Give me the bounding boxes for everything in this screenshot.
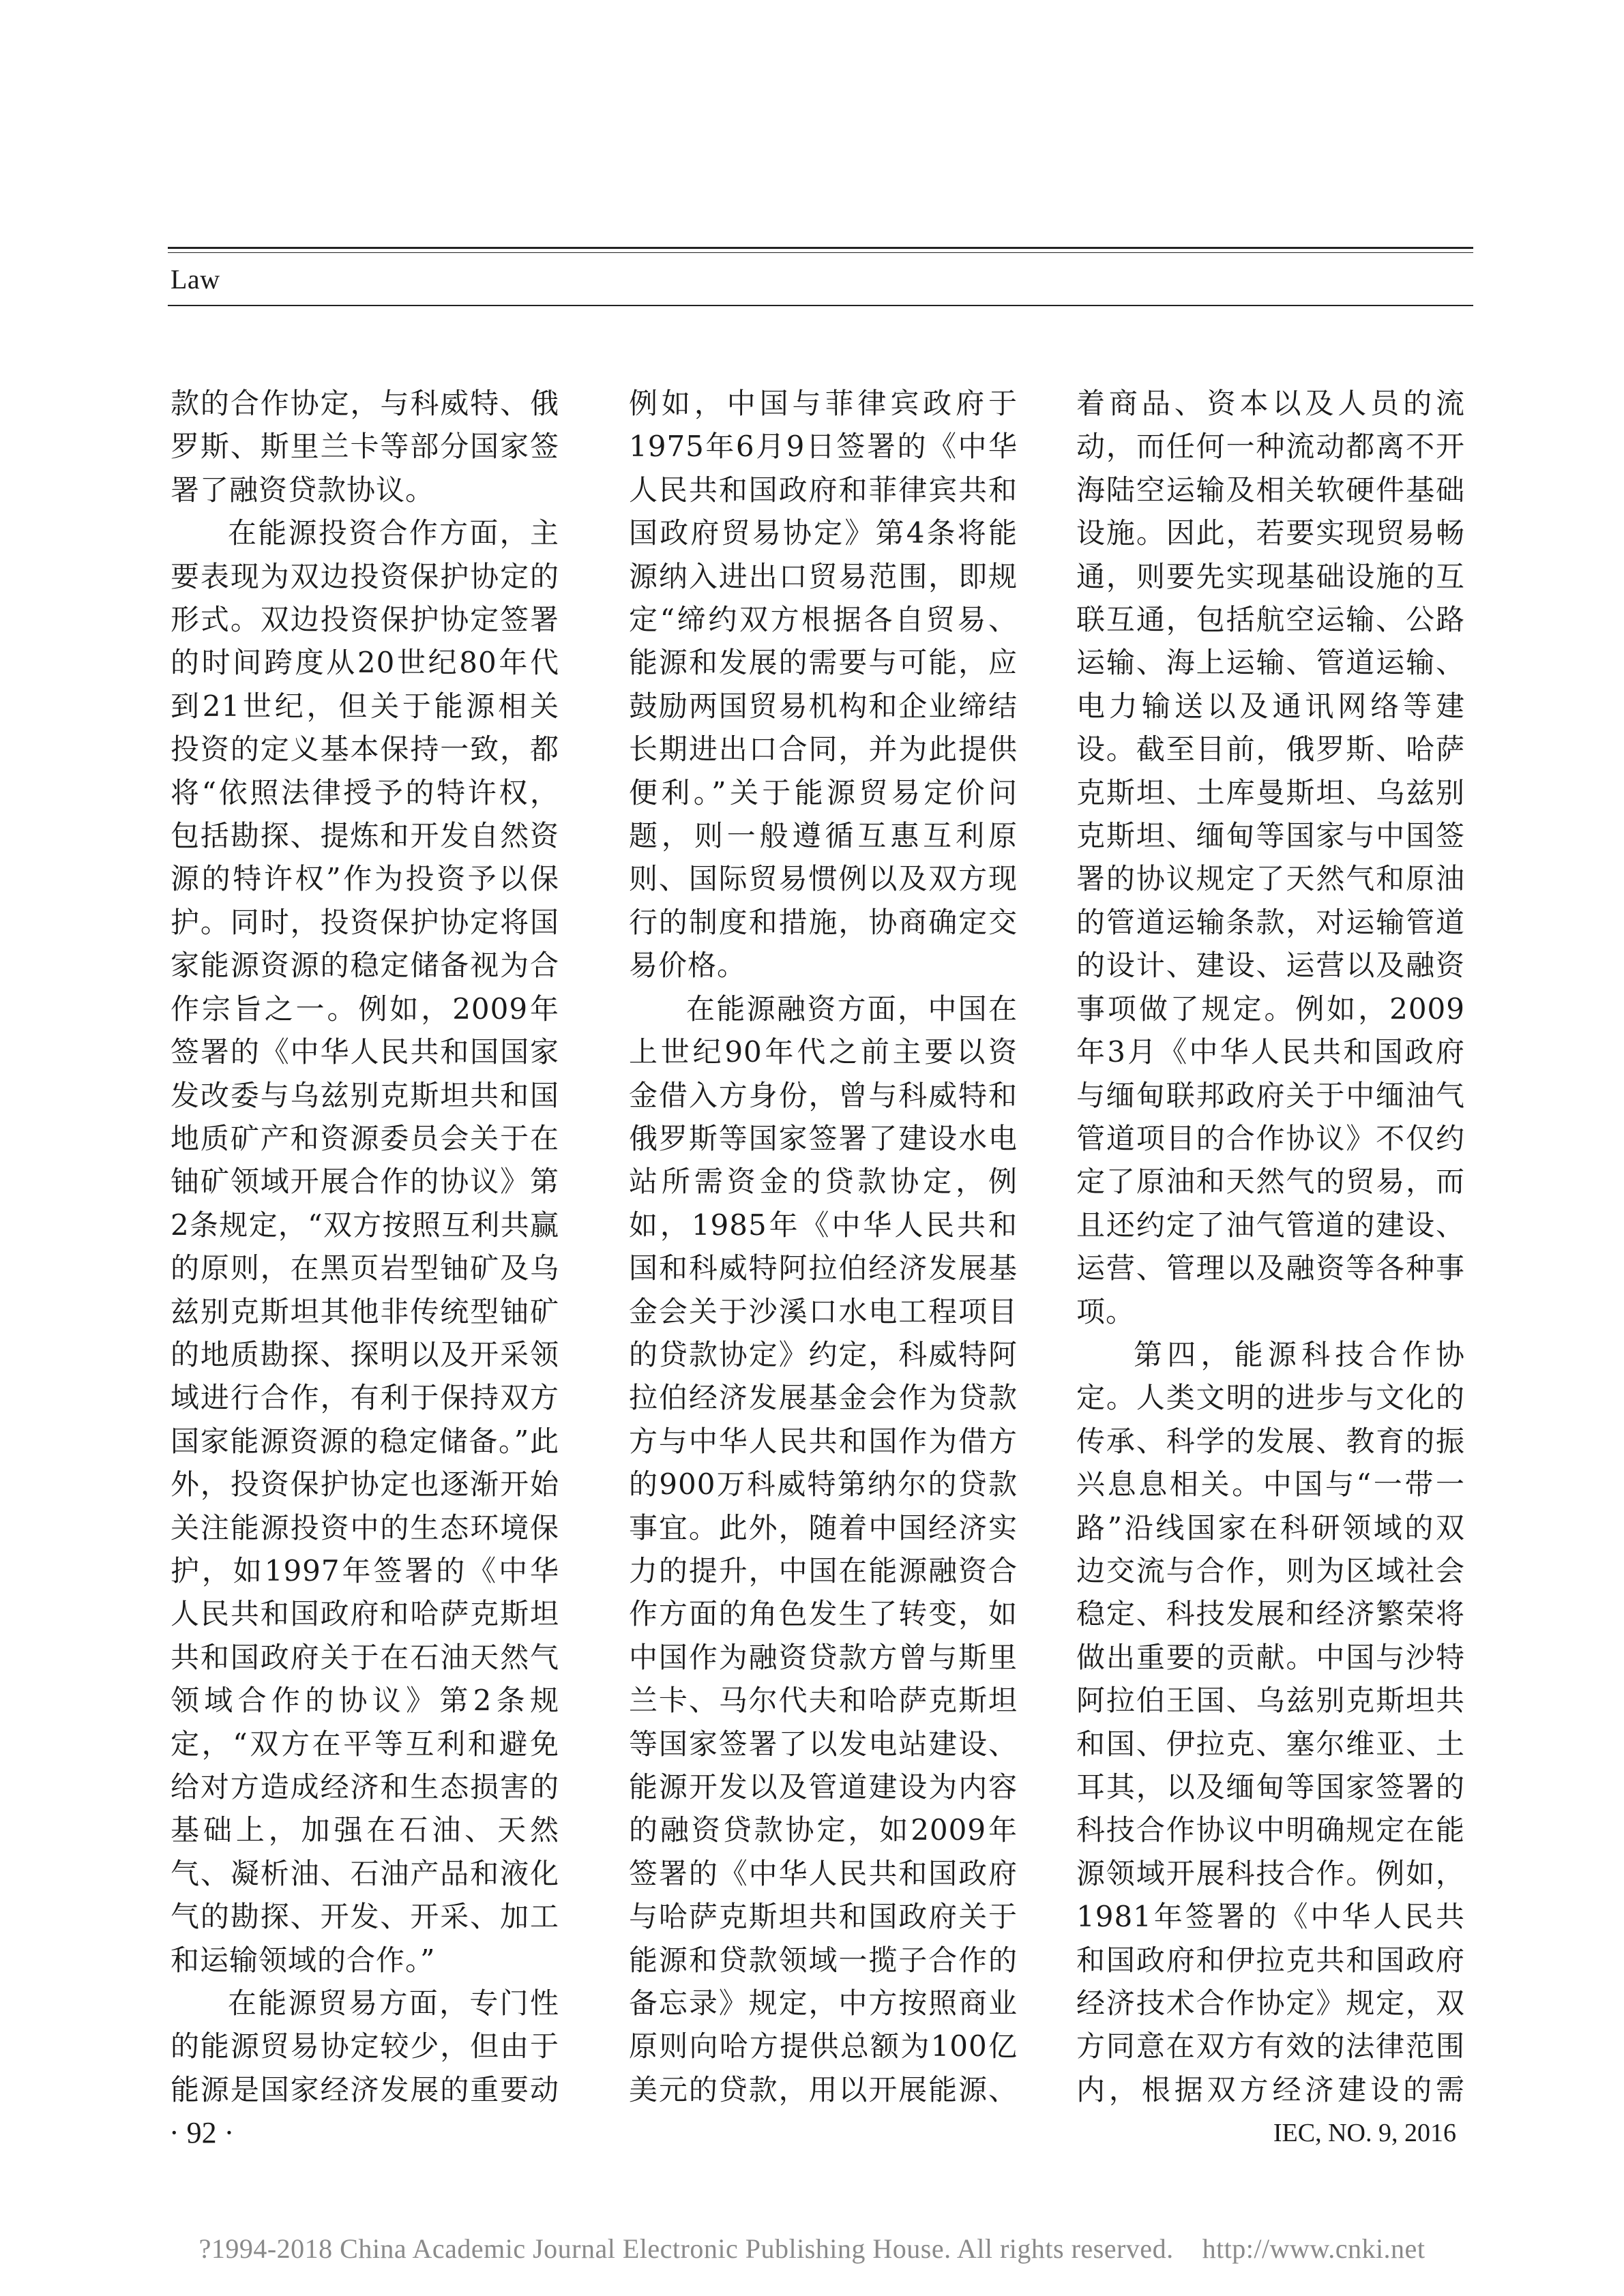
header-rule-top — [168, 247, 1473, 249]
paragraph: 例如，中国与菲律宾政府于1975年6月9日签署的《中华人民共和国政府和菲律宾共和国政府贸易协定》第4条将能源纳入进出口贸易范围，即规定“缔约双方根据各自贸易、能源和发展的需要与可能，应鼓励两国贸易机构和企业缔结长期进出口合同，并为此提供便利。”关于能源贸易定价问题，则一般遵循互惠互利原则、国际贸易惯例以及双方现行的制度和措施，协商确定交易价格。 — [629, 387, 1018, 983]
paragraph: 款的合作协定，与科威特、俄罗斯、斯里兰卡等部分国家签署了融资贷款协议。 — [171, 387, 559, 507]
text-column-1 — [171, 382, 559, 2107]
paragraph: 在能源贸易方面，专门性的能源贸易协定较少，但由于能源是国家经济发展的重要动 — [171, 1986, 559, 2106]
text-column-2 — [629, 382, 1018, 2107]
page-number: · 92 · — [169, 2116, 235, 2149]
issue-label: IEC, NO. 9, 2016 — [1273, 2119, 1456, 2147]
section-label: Law — [171, 264, 220, 295]
text-column-3 — [1076, 382, 1465, 2107]
paragraph: 在能源融资方面，中国在上世纪90年代之前主要以资金借入方身份，曾与科威特和俄罗斯等国家签署了建设水电站所需资金的贷款协定，例如，1985年《中华人民共和国和科威特阿拉伯经济发展基金会关于沙溪口水电工程项目的贷款协定》约定，科威特阿拉伯经济发展基金会作为贷款方与中华人民共和国作为借方的900万科威特第纳尔的贷款事宜。此外，随着中国经济实力的提升，中国在能源融资合作方面的角色发生了转变，如中国作为融资贷款方曾与斯里兰卡、马尔代夫和哈萨克斯坦等国家签署了以发电站建设、能源开发以及管道建设为内容的融资贷款协定，如2009年签署的《中华人民共和国政府与哈萨克斯坦共和国政府关于能源和贷款领域一揽子合作的备忘录》规定，中方按照商业原则向哈方提供总额为100亿美元的贷款，用以开展能源、 — [629, 992, 1018, 2106]
copyright-notice: ?1994-2018 China Academic Journal Electronic Publishing House. All rights reserved. http://www.cnki.net — [198, 2233, 1426, 2264]
paragraph: 第四，能源科技合作协定。人类文明的进步与文化的传承、科学的发展、教育的振兴息息相关。中国与“一带一路”沿线国家在科研领域的双边交流与合作，则为区域社会稳定、科技发展和经济繁荣将做出重要的贡献。中国与沙特阿拉伯王国、乌兹别克斯坦共和国、伊拉克、塞尔维亚、土耳其，以及缅甸等国家签署的科技合作协议中明确规定在能源领域开展科技合作。例如，1981年签署的《中华人民共和国政府和伊拉克共和国政府经济技术合作协定》规定，双方同意在双方有效的法律范围内，根据双方经济建设的需 — [1076, 1337, 1465, 2106]
paragraph: 在能源投资合作方面，主要表现为双边投资保护协定的形式。双边投资保护协定签署的时间跨度从20世纪80年代到21世纪，但关于能源相关投资的定义基本保持一致，都将“依照法律授予的特许权，包括勘探、提炼和开发自然资源的特许权”作为投资予以保护。同时，投资保护协定将国家能源资源的稳定储备视为合作宗旨之一。例如，2009年签署的《中华人民共和国国家发改委与乌兹别克斯坦共和国地质矿产和资源委员会关于在铀矿领域开展合作的协议》第2条规定，“双方按照互利共赢的原则，在黑页岩型铀矿及乌兹别克斯坦其他非传统型铀矿的地质勘探、探明以及开采领域进行合作，有利于保持双方国家能源资源的稳定储备。”此外，投资保护协定也逐渐开始关注能源投资中的生态环境保护，如1997年签署的《中华人民共和国政府和哈萨克斯坦共和国政府关于在石油天然气领域合作的协议》第2条规定，“双方在平等互利和避免给对方造成经济和生态损害的基础上，加强在石油、天然气、凝析油、石油产品和液化气的勘探、开发、开采、加工和运输领域的合作。” — [171, 516, 559, 1977]
header-rule-top-thin — [168, 252, 1473, 253]
paragraph: 着商品、资本以及人员的流动，而任何一种流动都离不开海陆空运输及相关软硬件基础设施。因此，若要实现贸易畅通，则要先实现基础设施的互联互通，包括航空运输、公路运输、海上运输、管道运输、电力输送以及通讯网络等建设。截至目前，俄罗斯、哈萨克斯坦、土库曼斯坦、乌兹别克斯坦、缅甸等国家与中国签署的协议规定了天然气和原油的管道运输条款，对运输管道的设计、建设、运营以及融资事项做了规定。例如，2009年3月《中华人民共和国政府与缅甸联邦政府关于中缅油气管道项目的合作协议》不仅约定了原油和天然气的贸易，而且还约定了油气管道的建设、运营、管理以及融资等各种事项。 — [1076, 387, 1465, 1328]
header-rule-bottom — [168, 305, 1473, 306]
